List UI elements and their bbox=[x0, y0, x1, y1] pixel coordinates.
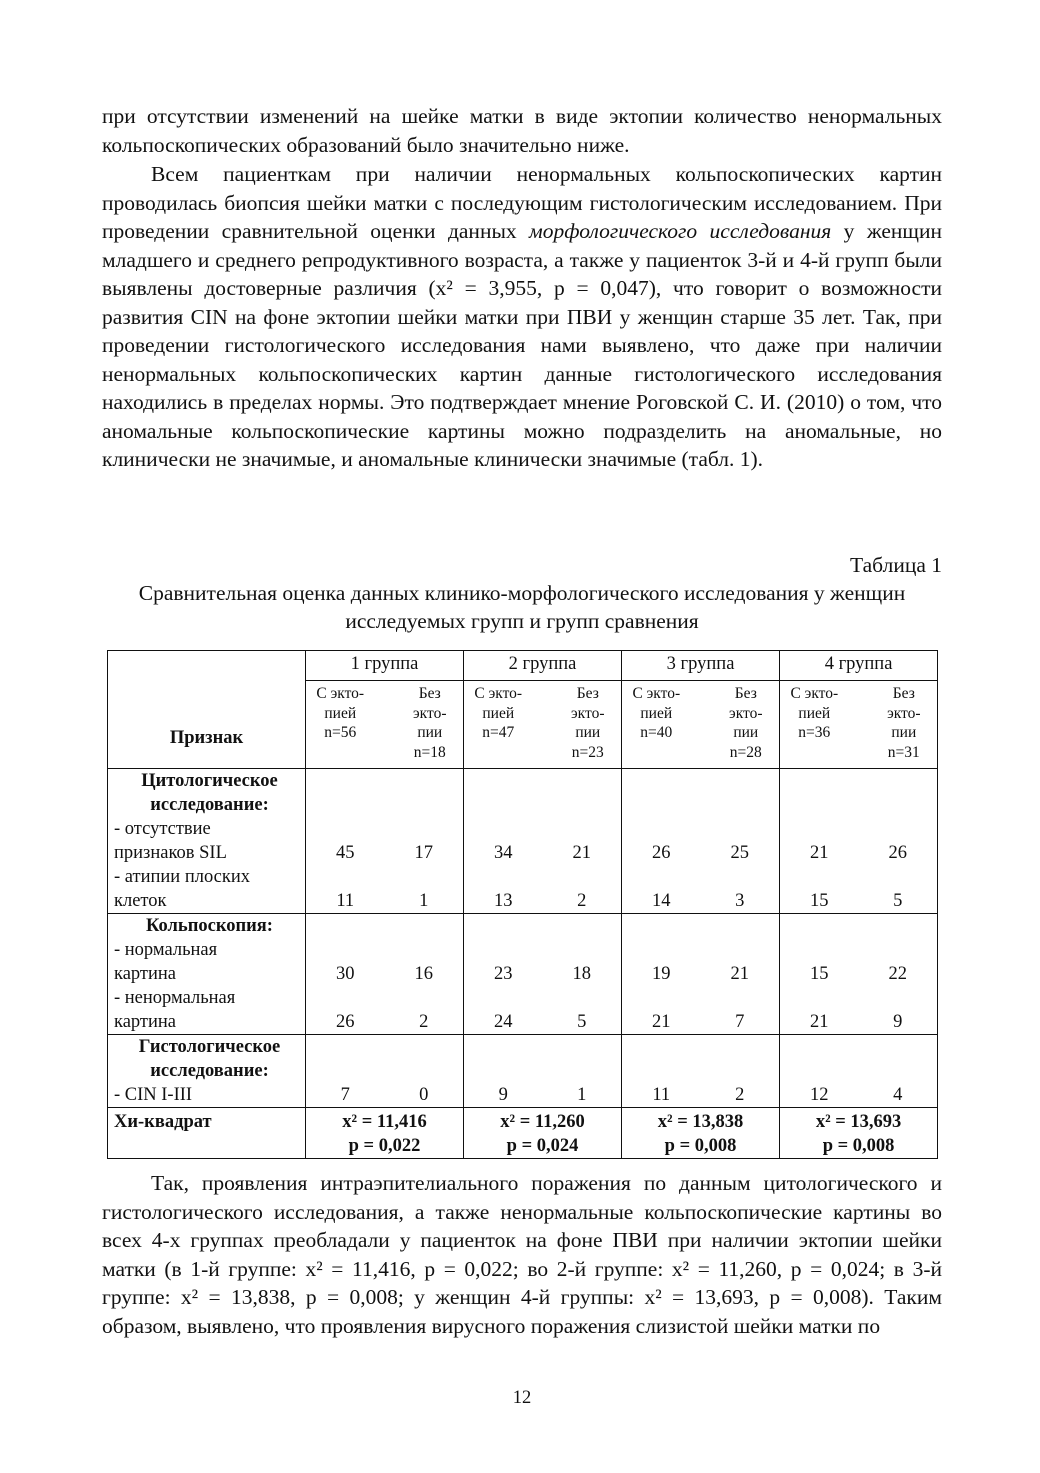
data-value: 22 bbox=[888, 964, 908, 984]
data-value: 11 bbox=[652, 1085, 671, 1105]
value-cell bbox=[464, 1035, 543, 1108]
spacer bbox=[701, 793, 780, 817]
page-number: 12 bbox=[512, 1388, 532, 1408]
spacer bbox=[464, 769, 543, 793]
chi-value: x² = 13,838 bbox=[657, 1112, 744, 1132]
section-line: - нормальная bbox=[114, 940, 218, 960]
with-ectopia-header-2: С экто- пией n=47 bbox=[464, 681, 543, 769]
chi-value: x² = 13,693 bbox=[815, 1112, 902, 1132]
with-ectopia-header-1: С экто- пией n=56 bbox=[306, 681, 385, 769]
value-cell bbox=[701, 769, 780, 914]
value-cell bbox=[543, 769, 622, 914]
spacer bbox=[385, 769, 464, 793]
value-cell bbox=[306, 769, 385, 914]
spacer bbox=[464, 1059, 543, 1083]
chi-square-value-3 bbox=[622, 1108, 780, 1159]
data-value: 13 bbox=[494, 891, 513, 911]
section-line: картина bbox=[114, 964, 177, 984]
chi-square-value-4 bbox=[780, 1108, 938, 1159]
data-value: 11 bbox=[336, 891, 355, 911]
feature-header-cell: Признак bbox=[108, 651, 306, 769]
with-ectopia-header-4: С экто- пией n=36 bbox=[780, 681, 859, 769]
spacer bbox=[622, 793, 701, 817]
paragraph-intro: при отсутствии изменений на шейке матки в виде эктопии количество ненормальных кольпоскопических образований было значительно ниже. bbox=[102, 104, 942, 157]
spacer bbox=[780, 914, 859, 938]
group-header-1: 1 группа bbox=[306, 651, 464, 681]
spacer bbox=[859, 914, 938, 938]
spacer bbox=[859, 1059, 938, 1083]
section-line: клеток bbox=[114, 891, 167, 911]
data-value: 9 bbox=[893, 1012, 903, 1032]
data-value: 2 bbox=[419, 1012, 429, 1032]
spacer bbox=[622, 817, 701, 841]
group-header-3: 3 группа bbox=[622, 651, 780, 681]
spacer bbox=[464, 817, 543, 841]
section-line: - ненормальная bbox=[114, 988, 236, 1008]
spacer bbox=[385, 1059, 464, 1083]
data-value: 30 bbox=[336, 964, 355, 984]
spacer bbox=[622, 1035, 701, 1059]
data-value: 5 bbox=[893, 891, 903, 911]
spacer bbox=[780, 817, 859, 841]
with-ectopia-header-3: С экто- пией n=40 bbox=[622, 681, 701, 769]
spacer bbox=[701, 769, 780, 793]
value-cell bbox=[859, 769, 938, 914]
spacer bbox=[859, 1035, 938, 1059]
value-cell bbox=[780, 769, 859, 914]
spacer bbox=[306, 914, 385, 938]
data-value: 12 bbox=[810, 1085, 829, 1105]
without-ectopia-header-1: Без экто- пии n=18 bbox=[385, 681, 464, 769]
data-value: 15 bbox=[810, 964, 829, 984]
data-value: 23 bbox=[494, 964, 513, 984]
value-cell bbox=[543, 914, 622, 1035]
data-value: 16 bbox=[414, 964, 433, 984]
spacer bbox=[306, 769, 385, 793]
chi-square-row bbox=[108, 1108, 938, 1159]
spacer bbox=[385, 914, 464, 938]
data-value: 21 bbox=[572, 843, 592, 863]
spacer bbox=[859, 865, 938, 889]
data-value: 34 bbox=[494, 843, 513, 863]
spacer bbox=[543, 793, 622, 817]
spacer bbox=[306, 986, 385, 1010]
value-cell bbox=[306, 1035, 385, 1108]
p-value: p = 0,024 bbox=[506, 1136, 579, 1156]
spacer bbox=[780, 938, 859, 962]
spacer bbox=[543, 817, 622, 841]
data-value: 15 bbox=[810, 891, 829, 911]
spacer bbox=[543, 769, 622, 793]
without-ectopia-header-3: Без экто- пии n=28 bbox=[701, 681, 780, 769]
value-cell bbox=[464, 914, 543, 1035]
data-value: 1 bbox=[577, 1085, 587, 1105]
spacer bbox=[385, 817, 464, 841]
spacer bbox=[464, 986, 543, 1010]
paragraph-biopsy-part2: у женщин младшего и среднего репродуктивного возраста, а также у пациенток 3-й и 4-й групп были выявлены достоверные различия (x² = 3,955, p = 0,047), что говорит о возможности развития CIN на фоне эктопии шейки матки при ПВИ у женщин старше 35 лет. Так, при проведении гистологического исследования нами выявлено, что даже при наличии ненормальных кольпоскопических картин данные гистологического исследования находились в пределах нормы. Это подтверждает мнение Роговской С. И. (2010) о том, что аномальные кольпоскопические картины можно подразделить на аномальные, но клинически не значимые, и аномальные клинически значимые (табл. 1). bbox=[102, 219, 942, 471]
results-table bbox=[107, 650, 938, 1159]
spacer bbox=[464, 865, 543, 889]
section-line: признаков SIL bbox=[114, 843, 227, 863]
spacer bbox=[780, 769, 859, 793]
spacer bbox=[859, 793, 938, 817]
spacer bbox=[306, 817, 385, 841]
data-value: 7 bbox=[735, 1012, 745, 1032]
spacer bbox=[464, 938, 543, 962]
value-cell bbox=[622, 769, 701, 914]
spacer bbox=[385, 938, 464, 962]
spacer bbox=[385, 865, 464, 889]
spacer bbox=[859, 769, 938, 793]
spacer bbox=[464, 1035, 543, 1059]
p-value: p = 0,008 bbox=[822, 1136, 895, 1156]
spacer bbox=[543, 1059, 622, 1083]
spacer bbox=[622, 1059, 701, 1083]
table-section-row bbox=[108, 914, 938, 1035]
paragraph-biopsy-part1: Всем пациенткам при наличии ненормальных кольпоскопических картин проводилась биопсия шейки матки с последующим гистологическим исследованием. При проведении сравнительной оценки данных bbox=[102, 162, 942, 243]
data-value: 21 bbox=[810, 1012, 829, 1032]
value-cell bbox=[543, 1035, 622, 1108]
spacer bbox=[385, 986, 464, 1010]
spacer bbox=[385, 793, 464, 817]
value-cell bbox=[622, 914, 701, 1035]
section-title: Гистологическое исследование: bbox=[138, 1037, 281, 1081]
spacer bbox=[543, 986, 622, 1010]
data-value: 26 bbox=[652, 843, 671, 863]
paragraph-biopsy bbox=[102, 160, 942, 474]
chi-value: x² = 11,260 bbox=[500, 1112, 585, 1132]
table-header-row bbox=[108, 651, 938, 681]
group-header-4: 4 группа bbox=[780, 651, 938, 681]
section-line: - атипии плоских bbox=[114, 867, 251, 887]
value-cell bbox=[385, 914, 464, 1035]
section-label-2 bbox=[108, 914, 306, 1035]
section-title: Цитологическое исследование: bbox=[141, 771, 278, 815]
spacer bbox=[780, 1035, 859, 1059]
spacer bbox=[701, 1035, 780, 1059]
value-cell bbox=[780, 1035, 859, 1108]
chi-value: x² = 11,416 bbox=[342, 1112, 427, 1132]
data-value: 21 bbox=[730, 964, 750, 984]
data-value: 3 bbox=[735, 891, 745, 911]
spacer bbox=[859, 817, 938, 841]
data-value: 45 bbox=[336, 843, 355, 863]
spacer bbox=[622, 986, 701, 1010]
spacer bbox=[622, 914, 701, 938]
spacer bbox=[780, 986, 859, 1010]
data-value: 2 bbox=[577, 891, 587, 911]
data-value: 21 bbox=[810, 843, 829, 863]
data-value: 24 bbox=[494, 1012, 513, 1032]
value-cell bbox=[622, 1035, 701, 1108]
data-value: 17 bbox=[414, 843, 433, 863]
spacer bbox=[464, 914, 543, 938]
group-header-2: 2 группа bbox=[464, 651, 622, 681]
value-cell bbox=[306, 914, 385, 1035]
spacer bbox=[306, 865, 385, 889]
chi-square-label: Хи-квадрат bbox=[108, 1108, 306, 1159]
table-caption: Сравнительная оценка данных клинико-морфологического исследования у женщин исследуемых групп и групп сравнения bbox=[138, 581, 906, 633]
without-ectopia-header-2: Без экто- пии n=23 bbox=[543, 681, 622, 769]
spacer bbox=[385, 1035, 464, 1059]
spacer bbox=[543, 914, 622, 938]
value-cell bbox=[385, 769, 464, 914]
spacer bbox=[543, 865, 622, 889]
value-cell bbox=[859, 914, 938, 1035]
p-value: p = 0,022 bbox=[348, 1136, 421, 1156]
spacer bbox=[859, 986, 938, 1010]
section-title: Кольпоскопия: bbox=[146, 916, 273, 936]
data-value: 0 bbox=[419, 1085, 429, 1105]
data-value: 2 bbox=[735, 1085, 745, 1105]
value-cell bbox=[701, 914, 780, 1035]
spacer bbox=[780, 865, 859, 889]
spacer bbox=[464, 793, 543, 817]
spacer bbox=[701, 938, 780, 962]
spacer bbox=[622, 865, 701, 889]
spacer bbox=[701, 914, 780, 938]
section-line: - отсутствие bbox=[114, 819, 211, 839]
section-label-1 bbox=[108, 769, 306, 914]
value-cell bbox=[701, 1035, 780, 1108]
spacer bbox=[543, 1035, 622, 1059]
spacer bbox=[306, 793, 385, 817]
table-section-row bbox=[108, 769, 938, 914]
data-value: 26 bbox=[888, 843, 908, 863]
spacer bbox=[622, 769, 701, 793]
value-cell bbox=[464, 769, 543, 914]
spacer bbox=[543, 938, 622, 962]
section-label-3 bbox=[108, 1035, 306, 1108]
p-value: p = 0,008 bbox=[664, 1136, 737, 1156]
section-line: - CIN I-III bbox=[114, 1085, 193, 1105]
spacer bbox=[622, 938, 701, 962]
spacer bbox=[701, 986, 780, 1010]
spacer bbox=[780, 793, 859, 817]
table-number: Таблица 1 bbox=[850, 553, 942, 577]
data-value: 19 bbox=[652, 964, 671, 984]
data-value: 14 bbox=[652, 891, 671, 911]
data-value: 4 bbox=[893, 1085, 903, 1105]
spacer bbox=[780, 1059, 859, 1083]
section-line: картина bbox=[114, 1012, 177, 1032]
chi-square-value-1 bbox=[306, 1108, 464, 1159]
value-cell bbox=[780, 914, 859, 1035]
spacer bbox=[701, 865, 780, 889]
data-value: 1 bbox=[419, 891, 429, 911]
data-value: 26 bbox=[336, 1012, 355, 1032]
spacer bbox=[701, 817, 780, 841]
spacer bbox=[306, 1035, 385, 1059]
paragraph-biopsy-italic: морфологического исследования bbox=[529, 219, 832, 243]
spacer bbox=[306, 938, 385, 962]
value-cell bbox=[859, 1035, 938, 1108]
chi-square-value-2 bbox=[464, 1108, 622, 1159]
spacer bbox=[701, 1059, 780, 1083]
data-value: 25 bbox=[730, 843, 750, 863]
without-ectopia-header-4: Без экто- пии n=31 bbox=[859, 681, 938, 769]
table-section-row bbox=[108, 1035, 938, 1108]
paragraph-conclusion: Так, проявления интраэпителиального поражения по данным цитологического и гистологического исследования, а также ненормальные кольпоскопические картины во всех 4-х группах преобладали у пациенток на фоне ПВИ при наличии эктопии шейки матки (в 1-й группе: x² = 11,416, p = 0,022; во 2-й группе: x² = 11,260, p = 0,024; в 3-й группе: x² = 13,838, p = 0,008; у женщин 4-й группы: x² = 13,693, p = 0,008). Таким образом, выявлено, что проявления вирусного поражения слизистой шейки матки по bbox=[102, 1171, 942, 1338]
data-value: 21 bbox=[652, 1012, 671, 1032]
value-cell bbox=[385, 1035, 464, 1108]
data-value: 9 bbox=[498, 1085, 508, 1105]
data-value: 18 bbox=[572, 964, 592, 984]
data-value: 7 bbox=[340, 1085, 350, 1105]
data-value: 5 bbox=[577, 1012, 587, 1032]
spacer bbox=[306, 1059, 385, 1083]
spacer bbox=[859, 938, 938, 962]
